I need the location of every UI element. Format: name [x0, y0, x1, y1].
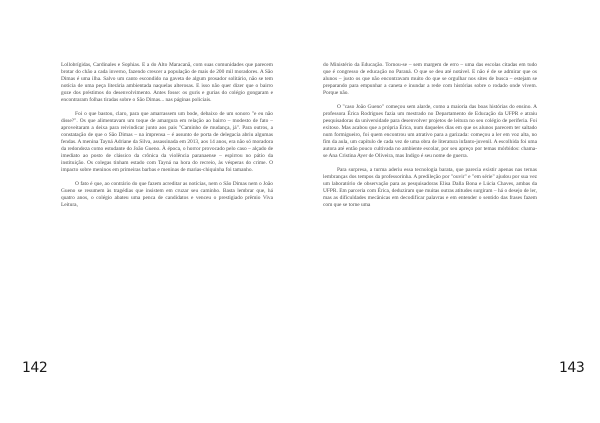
- paragraph: O fato é que, ao contrário do que fazem acreditar as notícias, nem o São Dimas nem o João Gueno se resumem às tragédias que insistem em cruzar seu caminho. Basta lembrar que, há quatro anos, o colégio abateu uma penca de candidatos e venceu o prestigiado prêmio Viva Leitura,: [61, 181, 273, 208]
- paragraph: Para surpresa, a turma aderiu essa tecnologia barata, que parecia existir apenas nas ternas lembranças dos tempos da professorinha. A predileção por "ouvir" e "em série" ajudou por sua vez um laboratório de observação para as pesquisadoras Elisa Dalla Bona e Lúcia Chaves, ambas da UFPR. Em parceria com Érica, deduziram que muitas outras atitudes surgiram – há o desejo de ler, mas as dificuldades mecânicas em decodificar palavras e em entender o sentido das frases fazem com que se torne uma: [323, 167, 537, 208]
- page-number: 142: [22, 360, 48, 376]
- paragraph: do Ministério da Educação. Tornou-se – sem margem de erro – uma das escolas citadas em tudo que é congresso de educação no Paraná. O que se deu até notável. E não é de se admirar que os alunos – justo os que não encontravam muito do que se orgulhar nos sites de busca – estejam se preparando para empunhar a caneta e inundar a rede com histórias sobre o rodado onde vivem. Porque não.: [323, 62, 537, 96]
- left-page-text: [61, 62, 273, 209]
- paragraph: Lollobrígidas, Cardinales e Sophias. E a do Alto Maracanã, com suas comunidades que parecem brotar do chão a cada inverno, fazendo crescer a população de mais de 200 mil moradores. A São Dimas é uma ilha. Salvo um canto escondido na gaveta de algum prosador solitário, não se tem notícia de uma peça literária ambientada naquelas alterosas. E isso não quer dizer que o bairro goze dos préstimos do desenvolvimento. Antes fosse: os guris e gurias do colégio gongaram e encontraram folhas tiradas sobre o São Dimas... nas páginas policiais.: [61, 62, 273, 103]
- page-number: 143: [559, 360, 585, 376]
- paragraph: Foi o que bastou, claro, para que amarrassem um bode, debaixo de um sonoro "e eu não disse?". Os que alimentavam um toque de amargura em relação ao bairro – modesto de fato – aproveitaram a deixa para reivindicar junto aos pais "Caminho de mudança, já". Para outros, a constatação de que o São Dimas – na imprensa – é assunto de porta de delegacia abriu algumas fendas. A menina Tayná Adriane da Silva, assassinada em 2013, aos 14 anos, era não só moradora da redondeza como estudante do João Gueno. À época, o horror provocado pelo caso – alçado de imediato ao posto de clássico da crônica da violência paranaense – espirrou no pátio da instituição. Os colegas tinham estado com Tayná na hora do recreio, às vésperas do crime. O impacto sobre meninos em primeiras barbas e meninas de marias-chiquinha foi tamanho.: [61, 111, 273, 173]
- right-page-text: [323, 62, 537, 209]
- right-page: [300, 0, 600, 423]
- paragraph: O "caso João Gueno" começou sem alarde, como a maioria das boas histórias do ensino. A professora Érica Rodrigues fazia um mestrado no Departamento de Educação da UFPR e atraiu pesquisadoras da universidade para desenvolver projetos de leitura no seu colégio de periferia. Foi exitoso. Mas acabou que a própria Érica, num daqueles dias em que os alunos parecem ter saltado num formigueiro, foi quem encontrou um atrativo para a garizada: começou a ler em voz alta, no fim da aula, um capítulo de cada vez de uma obra de literatura infanto-juvenil. A escolhida foi uma autora até então pouco cultivada no ambiente escolar, por seu apreço por temas mórbidos: chama-se Ana Cristina Ayer de Oliveira, mas Indigo é seu nome de guerra.: [323, 104, 537, 159]
